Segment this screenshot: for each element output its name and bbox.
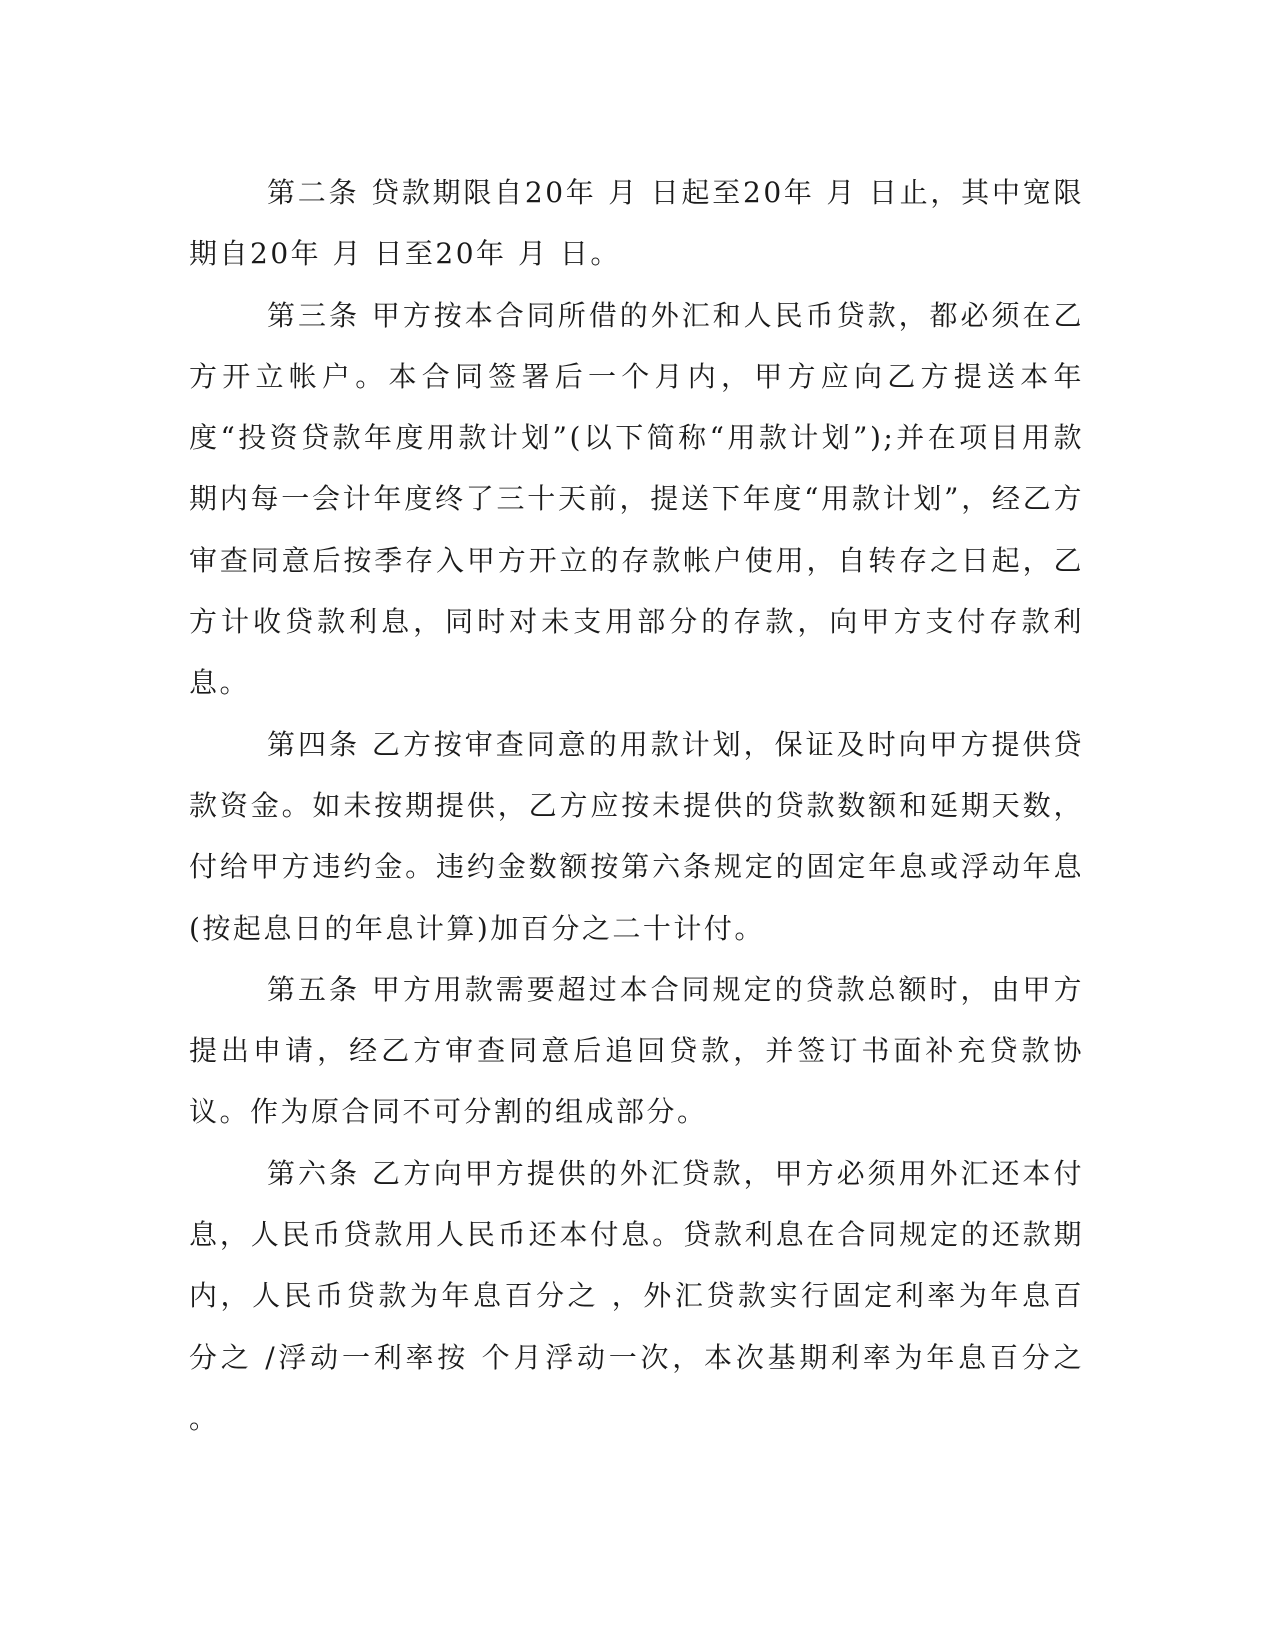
clause-3-paragraph: 第三条 甲方按本合同所借的外汇和人民币贷款，都必须在乙方开立帐户。本合同签署后一个月内，甲方应向乙方提送本年度“投资贷款年度用款计划”(以下简称“用款计划”);并在项目用款期内每一会计年度终了三十天前，提送下年度“用款计划”，经乙方审查同意后按季存入甲方开立的存款帐户使用，自转存之日起，乙方计收贷款利息，同时对未支用部分的存款，向甲方支付存款利息。 xyxy=(189,298,1084,700)
contract-body xyxy=(189,162,1084,1449)
clause-2-paragraph: 第二条 贷款期限自20年 月 日起至20年 月 日止，其中宽限期自20年 月 日至20年 月 日。 xyxy=(189,176,1084,271)
clause-6-paragraph: 第六条 乙方向甲方提供的外汇贷款，甲方必须用外汇还本付息，人民币贷款用人民币还本付息。贷款利息在合同规定的还款期内，人民币贷款为年息百分之 ，外汇贷款实行固定利率为年息百分之 /浮动一利率按 个月浮动一次，本次基期利率为年息百分之 。 xyxy=(189,1156,1084,1435)
clause-4-paragraph: 第四条 乙方按审查同意的用款计划，保证及时向甲方提供贷款资金。如未按期提供，乙方应按未提供的贷款数额和延期天数，付给甲方违约金。违约金数额按第六条规定的固定年息或浮动年息(按起息日的年息计算)加百分之二十计付。 xyxy=(189,727,1084,945)
clause-5-paragraph: 第五条 甲方用款需要超过本合同规定的贷款总额时，由甲方提出申请，经乙方审查同意后追回贷款，并签订书面补充贷款协议。作为原合同不可分割的组成部分。 xyxy=(189,972,1084,1129)
